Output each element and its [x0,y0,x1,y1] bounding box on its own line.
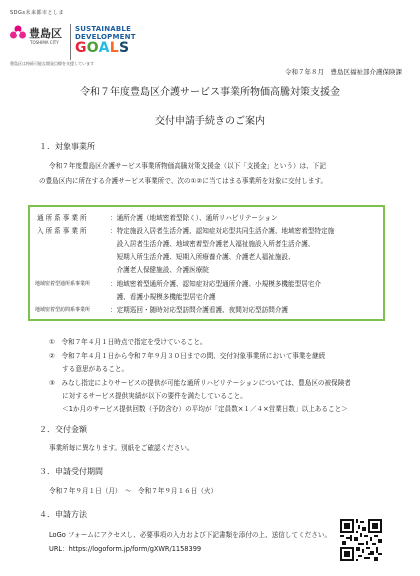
city-name: 豊島区 [29,27,62,40]
value-residential-3: 短期入所生活介護、短期入所療養介護、介護老人福祉施設、 [110,253,295,261]
method-text: LoGo フォームにアクセスし、必要事項の入力および下記書類を添付の上、送信してください。 [49,531,332,539]
value-community-visit: ：定期巡回・随時対応型訪問介護看護、夜間対応型訪問介護 [110,306,289,314]
value-community-day-1: ：地域密着型通所介護、認知症対応型通所介護、小規模多機能型居宅介 [110,280,321,288]
condition-2: ② 令和７年４月１日から令和７年９月３０日までの間、交付対象事業所において事業を継続 [49,352,326,360]
label-day-service: 通所系事業所 [37,214,89,222]
condition-3-requirement: ＜1か月のサービス提供回数（予防含む）の平均が「定員数×１／４×営業日数」以上あること＞ [49,405,348,413]
sdgs-line-1: SUSTAINABLE [75,25,132,33]
condition-2-cont: する意思があること。 [49,365,129,373]
document-subtitle: 交付申請手続きのご案内 [155,116,265,127]
condition-3: ③ みなし指定によりサービスの提供が可能な通所リハビリテーションについては、豊島区の被保険者 [49,379,351,387]
amount-text: 事業所毎に異なります。別紙をご確認ください。 [49,444,194,452]
value-community-day-2: 護、看護小規模多機能型居宅介護 [110,293,216,301]
condition-3-cont: に対するサービス提供実績が以下の要件を満たしていること。 [49,392,247,400]
value-day-service: ：通所介護（地域密着型除く）、通所リハビリテーション [110,214,278,222]
section-heading-amount: ２．交付金額 [39,425,87,434]
qr-code-icon[interactable] [340,519,382,561]
sdgs-tagline: SDGs未来都市としま [10,10,65,16]
label-community-visit: 地域密着型訪問系事業所 [35,307,91,313]
condition-1: ① 令和７年４月１日時点で指定を受けていること。 [49,338,207,346]
value-residential-2: 設入居者生活介護、地域密着型介護老人福祉施設入所者生活介護、 [110,240,315,248]
logo-divider [70,24,71,60]
section-heading-method: ４．申請方法 [39,510,87,519]
document-title: 令和７年度豊島区介護サービス事業所物価高騰対策支援金 [80,87,340,98]
toshima-flower-icon [9,24,27,42]
section-heading-target: １．対象事業所 [39,142,95,151]
period-text: 令和７年９月１日（月） ～ 令和７年９月１６日（火） [49,487,218,495]
label-residential: 入所系事業所 [37,227,89,235]
toshima-logo [9,24,71,56]
goals-wordmark: GOALS [75,40,130,56]
sdgs-line-2: DEVELOPMENT [75,33,136,41]
value-residential-1: ：特定施設入居者生活介護、認知症対応型共同生活介護、地域密着型特定施 [110,227,335,235]
intro-line-2: の豊島区内に所在する介護サービス事業所で、次の①②に当てはまる事業所を対象に交付します。 [39,177,328,185]
label-community-day: 地域密着型通所系事業所 [35,281,91,287]
date-and-department: 令和７年８月 豊島区福祉部介護保険課 [285,68,402,76]
sdgs-subtitle: 豊島区は持続可能な開発目標を支援しています [10,61,94,66]
form-url[interactable]: URL：https://logoform.jp/form/gXWR/1158399 [49,545,202,553]
intro-line-1: 令和７年度豊島区介護サービス事業所物価高騰対策支援金（以下「支援金」という）は、下記 [49,162,326,170]
city-name-en: TOSHIMA CITY [30,40,59,45]
sdgs-logo [75,25,137,56]
section-heading-period: ３．申請受付期間 [39,467,103,476]
value-residential-4: 介護老人保健施設、介護医療院 [110,266,209,274]
